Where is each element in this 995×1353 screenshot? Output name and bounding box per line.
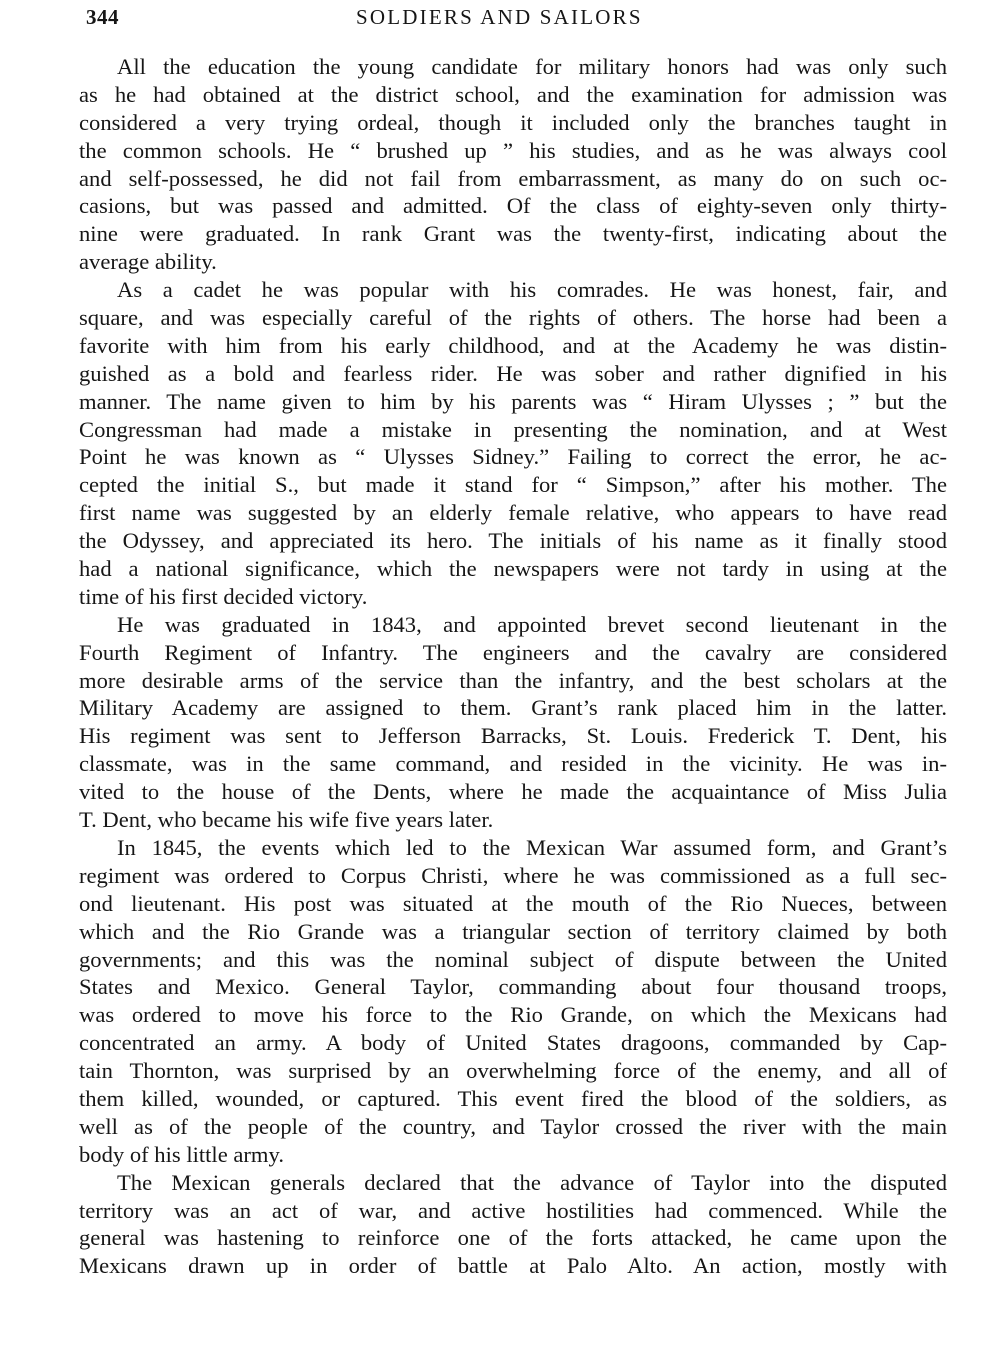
running-title: SOLDIERS AND SAILORS bbox=[356, 5, 643, 29]
text-line: general was hastening to reinforce one of the forts attacked, he came upon the bbox=[79, 1225, 947, 1251]
page-number: 344 bbox=[86, 5, 119, 29]
text-line: ond lieutenant. His post was situated at the mouth of the Rio Nueces, between bbox=[79, 890, 947, 916]
text-line: as he had obtained at the district school, and the examination for admission was bbox=[79, 81, 947, 107]
body-text bbox=[79, 53, 947, 1280]
text-line: In 1845, the events which led to the Mexican War assumed form, and Grant’s bbox=[117, 834, 947, 860]
text-line: As a cadet he was popular with his comrades. He was honest, fair, and bbox=[117, 277, 947, 303]
text-line: average ability. bbox=[79, 249, 217, 275]
text-line: States and Mexico. General Taylor, commanding about four thousand troops, bbox=[79, 974, 947, 1000]
paragraph-graduation bbox=[79, 611, 947, 834]
text-line: was ordered to move his force to the Rio Grande, on which the Mexicans had bbox=[79, 1002, 947, 1028]
text-line: governments; and this was the nominal subject of dispute between the United bbox=[79, 946, 947, 972]
text-line: and self-possessed, he did not fail from embarrassment, as many do on such oc- bbox=[79, 165, 947, 191]
text-line: considered a very trying ordeal, though it included only the branches taught in bbox=[79, 109, 947, 135]
text-line: manner. The name given to him by his parents was “ Hiram Ulysses ; ” but the bbox=[79, 388, 947, 414]
text-line: square, and was especially careful of the rights of others. The horse had been a bbox=[79, 305, 947, 331]
text-line: the common schools. He “ brushed up ” his studies, and as he was always cool bbox=[79, 137, 947, 163]
text-line: nine were graduated. In rank Grant was the twenty-first, indicating about the bbox=[79, 221, 947, 247]
text-line: had a national significance, which the newspapers were not tardy in using at the bbox=[79, 556, 947, 582]
text-line: which and the Rio Grande was a triangular section of territory claimed by both bbox=[79, 918, 947, 944]
text-line: body of his little army. bbox=[79, 1141, 284, 1167]
text-line: The Mexican generals declared that the advance of Taylor into the disputed bbox=[117, 1169, 947, 1195]
text-line: concentrated an army. A body of United States dragoons, commanded by Cap- bbox=[79, 1030, 947, 1056]
paragraph-mexican-war bbox=[79, 834, 947, 1169]
paragraph-cadet bbox=[79, 276, 947, 611]
text-line: tain Thornton, was surprised by an overwhelming force of the enemy, and all of bbox=[79, 1058, 947, 1084]
text-line: Congressman had made a mistake in presenting the nomination, and at West bbox=[79, 416, 947, 442]
text-line: territory was an act of war, and active hostilities had commenced. While the bbox=[79, 1197, 947, 1223]
text-line: more desirable arms of the service than the infantry, and the best scholars at the bbox=[79, 667, 947, 693]
text-line: classmate, was in the same command, and resided in the vicinity. He was in- bbox=[79, 751, 947, 777]
text-line: them killed, wounded, or captured. This event fired the blood of the soldiers, as bbox=[79, 1085, 947, 1111]
text-line: vited to the house of the Dents, where he made the acquaintance of Miss Julia bbox=[79, 779, 947, 805]
text-line: T. Dent, who became his wife five years later. bbox=[79, 807, 494, 833]
text-line: Military Academy are assigned to them. Grant’s rank placed him in the latter. bbox=[79, 695, 947, 721]
text-line: Point he was known as “ Ulysses Sidney.” Failing to correct the error, he ac- bbox=[79, 444, 947, 470]
text-line: guished as a bold and fearless rider. He was sober and rather dignified in his bbox=[79, 360, 947, 386]
text-line: well as of the people of the country, and Taylor crossed the river with the main bbox=[79, 1113, 947, 1139]
page-header bbox=[0, 3, 995, 31]
text-line: His regiment was sent to Jefferson Barracks, St. Louis. Frederick T. Dent, his bbox=[79, 723, 947, 749]
text-line: regiment was ordered to Corpus Christi, where he was commissioned as a full sec- bbox=[79, 862, 947, 888]
text-line: He was graduated in 1843, and appointed brevet second lieutenant in the bbox=[117, 611, 947, 637]
paragraph-palo-alto bbox=[79, 1169, 947, 1281]
text-line: first name was suggested by an elderly female relative, who appears to have read bbox=[79, 500, 947, 526]
text-line: Mexicans drawn up in order of battle at Palo Alto. An action, mostly with bbox=[79, 1253, 947, 1279]
paragraph-education bbox=[79, 53, 947, 276]
text-line: Fourth Regiment of Infantry. The engineers and the cavalry are considered bbox=[79, 639, 947, 665]
text-line: time of his first decided victory. bbox=[79, 583, 368, 609]
text-line: cepted the initial S., but made it stand for “ Simpson,” after his mother. The bbox=[79, 472, 947, 498]
text-line: favorite with him from his early childhood, and at the Academy he was distin- bbox=[79, 332, 947, 358]
text-line: the Odyssey, and appreciated its hero. The initials of his name as it finally stood bbox=[79, 528, 947, 554]
text-line: All the education the young candidate for military honors had was only such bbox=[117, 54, 947, 79]
text-line: casions, but was passed and admitted. Of the class of eighty-seven only thirty- bbox=[79, 193, 947, 219]
